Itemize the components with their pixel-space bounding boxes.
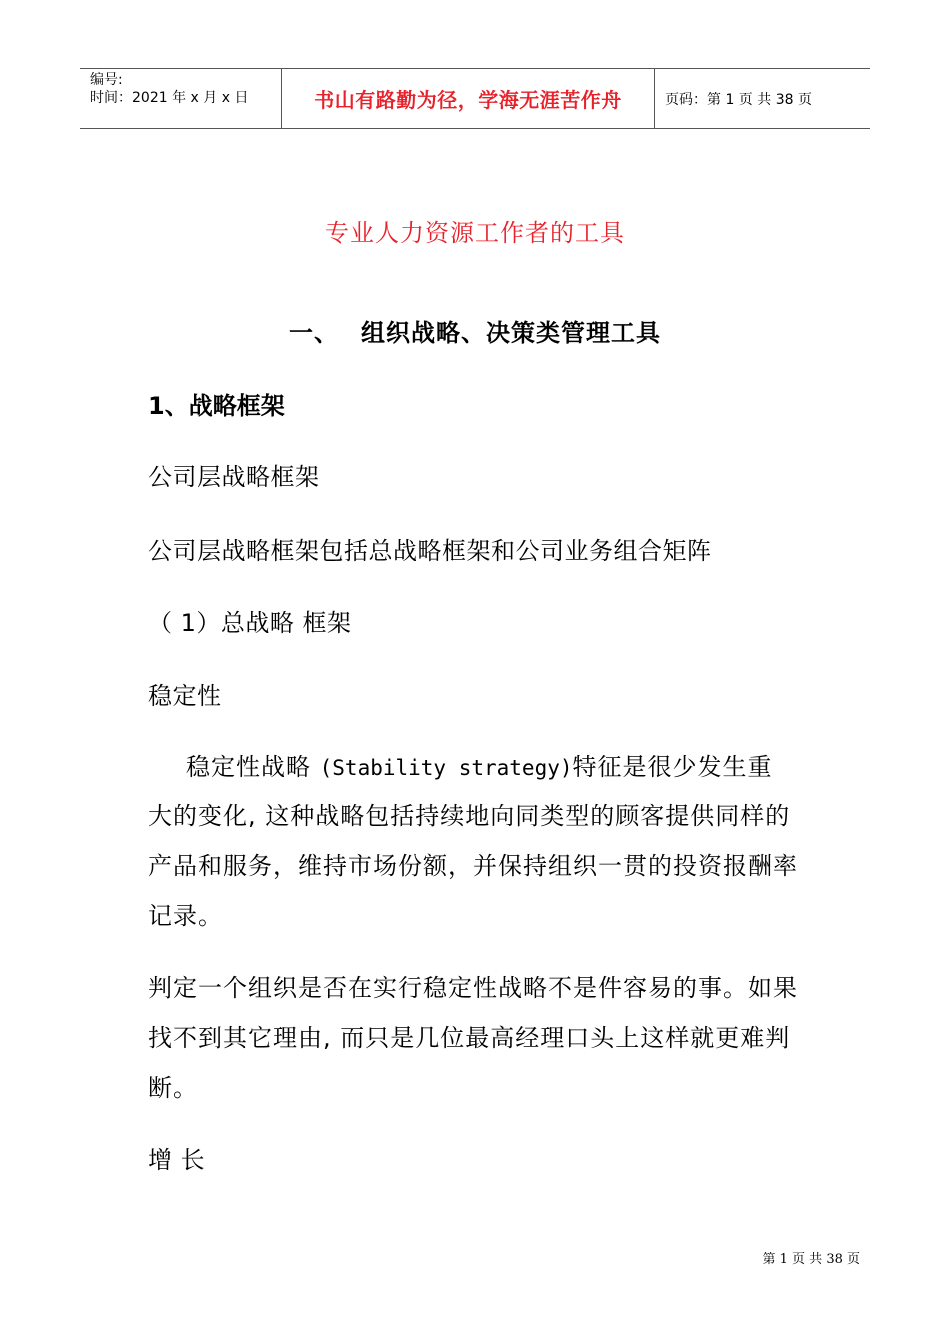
p5-line1-a: 稳定性战略 — [186, 753, 320, 781]
paragraph-6-line-1: 判定一个组织是否在实行稳定性战略不是件容易的事。如果 — [148, 974, 798, 1002]
p5-line1-c: 特征是很少发生重 — [572, 753, 773, 781]
subsection-heading: 1、战略框架 — [148, 392, 285, 420]
paragraph-3: （ 1）总战略 框架 — [148, 609, 352, 637]
footer-page-label: 第 1 页 共 38 页 — [762, 1252, 860, 1267]
paragraph-2: 公司层战略框架包括总战略框架和公司业务组合矩阵 — [148, 537, 712, 565]
header-meta-cell — [80, 69, 282, 128]
section-heading — [0, 313, 950, 348]
motto-cell — [282, 69, 655, 128]
paragraph-5-line-3: 产品和服务，维持市场份额，并保持组织一贯的投资报酬率 — [148, 852, 798, 880]
page-number-cell — [655, 69, 870, 128]
paragraph-7: 增 长 — [148, 1146, 206, 1174]
time-label: 时间：2021 年 x 月 x 日 — [90, 90, 249, 106]
paragraph-5-line-1 — [186, 747, 773, 782]
p5-line1-b: (Stability strategy) — [319, 756, 573, 780]
paragraph-5-line-2: 大的变化, 这种战略包括持续地向同类型的顾客提供同样的 — [148, 802, 791, 830]
section-number: 一、 — [289, 319, 339, 347]
paragraph-4: 稳定性 — [148, 682, 222, 710]
paragraph-6-line-2: 找不到其它理由, 而只是几位最高经理口头上这样就更难判 — [148, 1024, 791, 1052]
paragraph-1: 公司层战略框架 — [148, 463, 320, 491]
motto-text: 书山有路勤为径，学海无涯苦作舟 — [314, 88, 622, 112]
document-title: 专业人力资源工作者的工具 — [325, 219, 625, 247]
paragraph-6-line-3: 断。 — [148, 1074, 198, 1102]
paragraph-5-line-4: 记录。 — [148, 902, 223, 930]
section-title: 组织战略、决策类管理工具 — [361, 319, 661, 347]
header-table — [80, 68, 870, 129]
number-label: 编号: — [90, 72, 123, 88]
header-page-label: 页码：第 1 页 共 38 页 — [665, 91, 812, 108]
